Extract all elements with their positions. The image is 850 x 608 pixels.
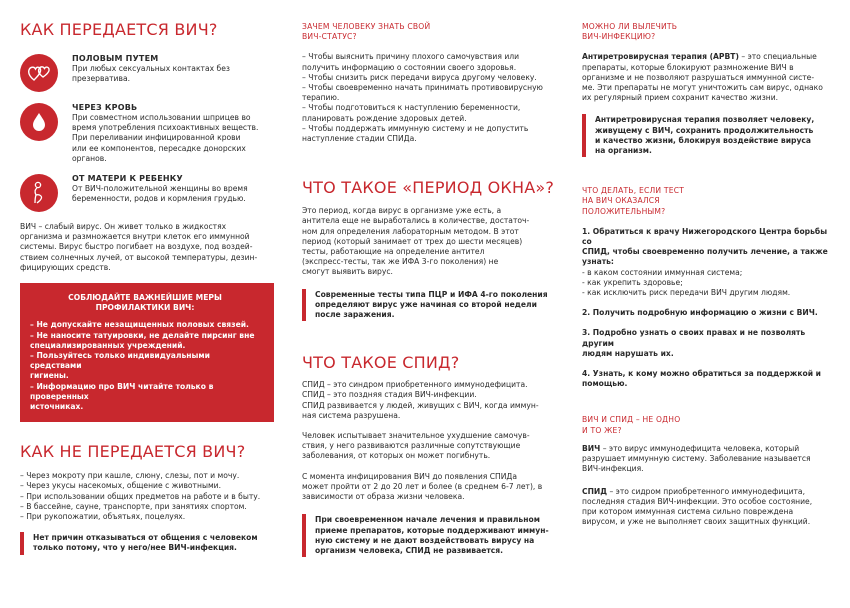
aids-text: ная система разрушена. [302,410,401,420]
window-period-text [302,206,558,277]
step-3 [582,328,834,359]
virus-text: системы. Вирус быстро погибает на воздухе, под воздей- [20,242,253,252]
hiv-not-transmitted-title: КАК НЕ ПЕРЕДАЕТСЯ ВИЧ? [20,442,246,462]
prevention-item: гигиены. [30,371,69,381]
arvt-text-line: ме. Эти препараты не могут уничтожить сам вирус, однако [582,83,823,93]
aids-text: ствия, у него развиваются различные сопутствующие [302,441,521,451]
transmission-routes [20,53,274,213]
virus-description [20,222,274,273]
arvt-description [582,52,834,103]
note-line: организм человека, СПИД не развивается. [315,545,504,555]
virus-text: ВИЧ – слабый вирус. Он живет только в жидкостях [20,222,227,232]
title-line: ПОЛОЖИТЕЛЬНЫМ? [582,206,666,216]
hiv-def-text: – это вирус иммунодефицита человека, который [600,443,800,453]
step-sub-item: - как исключить риск передачи ВИЧ другим людям. [582,288,791,298]
note-line: и качество жизни, блокируя воздействие вируса [595,135,812,145]
step-2: 2. Получить подробную информацию о жизни с ВИЧ. [582,308,818,318]
arvt-text-line: организме и не позволяют разрушаться иммунной систе- [582,72,815,82]
prevention-box-title [30,293,260,313]
no-reason-note [20,532,274,554]
not-transmitted-item: – Через мокроту при кашле, слюну, слезы, пот и мочу. [20,471,240,481]
title-line: И ТО ЖЕ? [582,425,622,435]
window-text: смогут выявить вирус. [302,267,393,277]
what-is-aids-title: ЧТО ТАКОЕ СПИД? [302,353,460,373]
aids-text: СПИД – это синдром приобретенного иммунодефицита. [302,380,528,390]
hiv-def-line [582,444,834,454]
arvt-text-line [582,52,834,62]
prevention-item: – Не допускайте незащищенных половых связей. [30,320,249,330]
blood-drop-icon [20,103,58,141]
title-line: ВИЧ И СПИД – НЕ ОДНО [582,415,681,425]
arvt-text-line: их регулярный прием сохранит качество жизни. [582,93,779,103]
hiv-def-line: ВИЧ-инфекция. [582,464,644,474]
step-sub-item: - в каком состоянии иммунная система; [582,267,743,277]
why-item: получить информацию о состоянии своего здоровья. [302,62,517,72]
step-line: 4. Узнать, к кому можно обратиться за поддержкой и [582,369,821,379]
column-1 [20,0,274,608]
prevention-box [20,283,274,422]
aids-text: Человек испытывает значительное ухудшение самочув- [302,431,530,441]
note-line: после заражения. [315,310,395,320]
note-line: ную систему и не дают воздействовать вирусу на [315,535,535,545]
step-line: 3. Подробно узнать о своих правах и не позволять другим [582,328,806,348]
note-line: определяют вирус уже начиная со второй недели [315,299,537,309]
aids-text: зависимости от образа жизни человека. [302,492,465,502]
aids-def-text: – это сидром приобретенного иммунодефицита, [607,486,805,496]
window-text: Это период, когда вирус в организме уже есть, а [302,206,502,216]
arvt-text-line: препараты, которые блокируют размножение ВИЧ в [582,62,794,72]
prevention-item: – Не наносите татуировки, не делайте пирсинг вне [30,330,255,340]
arvt-term: Антиретровирусная терапия (АРВТ) [582,52,739,62]
route-text: беременности, родов и кормления грудью. [72,194,246,204]
route-text: презерватива. [72,74,131,84]
aids-text: СПИД развивается у людей, живущих с ВИЧ, когда иммун- [302,400,539,410]
step-line: узнать: [582,257,614,267]
transmission-route [20,173,274,213]
not-transmitted-item: – В бассейне, сауне, транспорте, при занятиях спортом. [20,501,247,511]
can-hiv-be-cured-title [582,22,834,42]
route-text: От ВИЧ-положительной женщины во время [72,184,248,194]
title-line: ВИЧ-СТАТУС? [302,32,357,42]
step-1-sublist [582,268,834,299]
step-line: людям нарушать их. [582,348,674,358]
why-item: терапию. [302,93,340,103]
prevention-box-list [30,320,260,412]
hiv-def-line: разрушает иммунную систему. Заболевание называется [582,454,811,464]
not-transmitted-item: – Через укусы насекомых, общение с животными. [20,481,222,491]
hearts-icon [20,54,58,92]
why-item: – Чтобы поддержать иммунную систему и не допустить [302,123,529,133]
arvt-text: – это специальные [738,52,817,62]
virus-text: организма и размножается внутри клеток его иммунной [20,232,250,242]
window-text: антитела еще не выработались в количестве, достаточ- [302,216,530,226]
route-title: ОТ МАТЕРИ К РЕБЕНКУ [72,174,183,184]
route-text: органов. [72,153,107,163]
step-sub-item: - как укрепить здоровье; [582,277,683,287]
hiv-definition [582,444,834,475]
not-transmitted-list [20,471,274,522]
hiv-transmission-title: КАК ПЕРЕДАЕТСЯ ВИЧ? [20,20,218,39]
window-text: тесты, работающие на определение антител [302,247,485,257]
route-text: При переливании инфицированной крови [72,133,241,143]
transmission-route [20,53,274,93]
route-text: При совместном использовании шприцев во [72,113,251,122]
virus-text: ствием солнечных лучей, от высокой температуры, дезин- [20,252,258,262]
window-period-title: ЧТО ТАКОЕ «ПЕРИОД ОКНА»? [302,178,555,198]
note-line: живущему с ВИЧ, сохранить продолжительность [595,125,814,135]
aids-text: С момента инфицирования ВИЧ до появления СПИДа [302,471,518,481]
note-line: на организм. [595,146,652,156]
note-line: Нет причин отказываться от общения с человеком [33,533,258,543]
aids-symptoms [302,431,558,462]
aids-def-line: вирусом, и уже не выполняет своих защитных функций. [582,517,811,527]
note-line: При своевременном начале лечения и правильном [315,515,540,525]
why-item: наступление стадии СПИДа. [302,134,417,144]
timely-treatment-note [302,514,558,557]
column-2 [302,0,558,608]
hiv-vs-aids-title [582,415,834,435]
positive-test-title [582,186,834,217]
not-transmitted-item: – При использовании общих предметов на работе и в быту. [20,491,261,501]
prevention-item: источниках. [30,402,84,412]
title-line: ВИЧ-ИНФЕКЦИЮ? [582,32,656,42]
arvt-note [582,114,834,157]
title-line: НА ВИЧ ОКАЗАЛСЯ [582,196,660,206]
prevention-item: – Пользуйтесь только индивидуальными средствами [30,351,210,371]
aids-def-line [582,487,834,497]
aids-def-line: последняя стадия ВИЧ-инфекции. Это особое состояние, [582,496,813,506]
box-title-line: ПРОФИЛАКТИКИ ВИЧ: [95,303,195,313]
aids-def-line: при котором иммунная система сильно повреждена [582,506,794,516]
why-item: – Чтобы подготовиться к наступлению беременности, [302,103,521,113]
step-line: СПИД, чтобы своевременно получить лечение, а также [582,247,828,257]
prevention-item: – Информацию про ВИЧ читайте только в проверенных [30,381,214,401]
note-line: приеме препаратов, которые поддерживают иммун- [315,525,549,535]
aids-definition [302,380,558,421]
window-text: период (который занимает от трех до шести месяцев) [302,236,523,246]
route-title: ЧЕРЕЗ КРОВЬ [72,103,138,112]
title-line: ЧТО ДЕЛАТЬ, ЕСЛИ ТЕСТ [582,186,685,196]
step-line: 1. Обратиться к врачу Нижегородского Центра борьбы со [582,226,828,247]
why-know-status-title [302,22,558,42]
note-line: только потому, что у него/нее ВИЧ-инфекция. [33,543,237,553]
why-item: планировать рождение здоровых детей. [302,113,467,123]
aids-def-term: СПИД [582,486,608,496]
title-line: МОЖНО ЛИ ВЫЛЕЧИТЬ [582,22,678,31]
step-line: помощью. [582,379,628,389]
note-line: Современные тесты типа ПЦР и ИФА 4-го поколения [315,289,548,299]
route-text: время употребления психоактивных веществ. [72,123,259,133]
virus-text: фицирующих средств. [20,262,111,272]
pregnant-woman-icon [20,174,58,212]
column-3 [582,0,834,608]
aids-text: СПИД – это поздняя стадия ВИЧ-инфекции. [302,390,477,400]
step-4 [582,369,834,389]
route-text: или ее компонентов, пересадке донорских [72,143,246,153]
box-title-line: СОБЛЮДАЙТЕ ВАЖНЕЙШИЕ МЕРЫ [68,293,222,303]
transmission-route [20,102,274,164]
route-text: При любых сексуальных контактах без [72,64,230,73]
aids-text: заболевания, от которых он может погибнуть. [302,451,491,461]
modern-tests-note [302,289,558,322]
step-1 [582,227,834,268]
aids-text: может пройти от 2 до 20 лет и более (в среднем 6-7 лет), в [302,481,543,491]
not-transmitted-item: – При рукопожатии, объятьях, поцелуях. [20,512,186,522]
window-text: (экспресс-тесты, так же ИФА 3-го поколения) не [302,257,499,267]
why-item: – Чтобы выяснить причину плохого самочувствия или [302,52,520,62]
hiv-def-term: ВИЧ [582,443,601,453]
aids-definition-2 [582,487,834,528]
note-line: Антиретровирусная терапия позволяет человеку, [595,115,815,125]
route-title: ПОЛОВЫМ ПУТЕМ [72,54,159,63]
why-know-status-list [302,52,558,144]
why-item: – Чтобы снизить риск передачи вируса другому человеку. [302,72,537,82]
aids-timeline [302,472,558,503]
title-line: ЗАЧЕМ ЧЕЛОВЕКУ ЗНАТЬ СВОЙ [302,22,431,31]
window-text: ном для определения лабораторным методом. В этот [302,226,519,236]
prevention-item: специализированных учреждений. [30,340,186,350]
why-item: – Чтобы своевременно начать принимать противовирусную [302,83,543,93]
